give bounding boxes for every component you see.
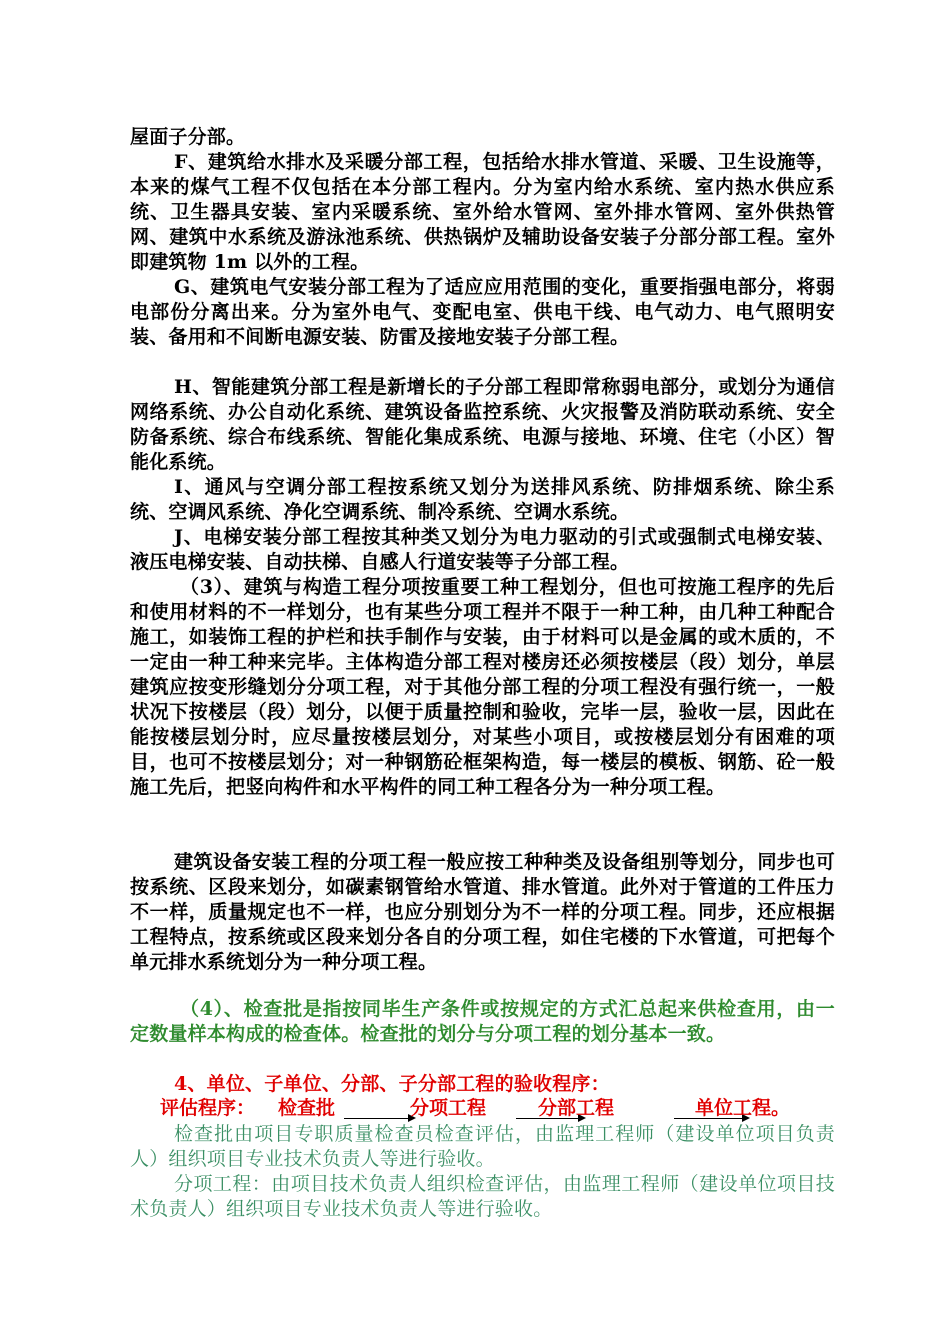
paragraph-4-inspection-batch: （4）、检查批是指按同毕生产条件或按规定的方式汇总起来供检查用，由一定数量样本构成的检查体。检查批的划分与分项工程的划分基本一致。 — [130, 998, 835, 1045]
flow-arrow-line — [344, 1118, 408, 1119]
flow-prefix: 评估程序： — [160, 1097, 256, 1119]
paragraph-roof-subsection: 屋面子分部。 — [130, 126, 246, 148]
flow-step-unit-project: 单位工程。 — [695, 1097, 791, 1119]
flow-step-item-project: 分项工程 — [410, 1097, 487, 1119]
paragraph-f-water-heating: F、建筑给水排水及采暖分部工程，包括给水排水管道、采暖、卫生设施等，本来的煤气工程不仅包括在本分部工程内。分为室内给水系统、室内热水供应系统、卫生器具安装、室内采暖系统、室外给水管网、室外排水管网、室外供热管网、建筑中水系统及游泳池系统、供热锅炉及辅助设备安装子分部分部工程。室外即建筑物 1m 以外的工程。 — [130, 151, 835, 273]
paragraph-h-intelligent-building: H、智能建筑分部工程是新增长的子分部工程即常称弱电部分，或划分为通信网络系统、办公自动化系统、建筑设备监控系统、火灾报警及消防联动系统、安全防备系统、综合布线系统、智能化集成系统、电源与接地、环境、住宅（小区）智能化系统。 — [130, 376, 835, 473]
paragraph-batch-evaluation: 检查批由项目专职质量检查员检查评估，由监理工程师（建设单位项目负责人）组织项目专业技术负责人等进行验收。 — [130, 1123, 835, 1170]
evaluation-flow — [160, 1094, 840, 1124]
flow-step-inspection-batch: 检查批 — [278, 1097, 336, 1119]
paragraph-3-construction-items: （3）、建筑与构造工程分项按重要工种工程划分，但也可按施工程序的先后和使用材料的不一样划分，也有某些分项工程并不限于一种工种，由几种工种配合施工，如装饰工程的护栏和扶手制作与安装，由于材料可以是金属的或木质的，不一定由一种工种来完毕。主体构造分部工程对楼房还必须按楼层（段）划分，单层建筑应按变形缝划分分项工程，对于其他分部工程的分项工程没有强行统一，一般状况下按楼层（段）划分，以便于质量控制和验收，完毕一层，验收一层，因此在能按楼层划分时，应尽量按楼层划分，对某些小项目，或按楼层划分有困难的项目，也可不按楼层划分；对一种钢筋砼框架构造，每一楼层的模板、钢筋、砼一般施工先后，把竖向构件和水平构件的同工种工程各分为一种分项工程。 — [130, 576, 835, 798]
paragraph-j-elevator: J、电梯安装分部工程按其种类又划分为电力驱动的引式或强制式电梯安装、液压电梯安装、自动扶梯、自感人行道安装等子分部工程。 — [130, 526, 835, 573]
heading-acceptance-procedure: 4、单位、子单位、分部、子分部工程的验收程序： — [174, 1073, 610, 1095]
paragraph-i-ventilation: I、通风与空调分部工程按系统又划分为送排风系统、防排烟系统、除尘系统、空调风系统、净化空调系统、制冷系统、空调水系统。 — [130, 476, 835, 523]
flow-step-division-project: 分部工程 — [538, 1097, 615, 1119]
paragraph-equipment-installation: 建筑设备安装工程的分项工程一般应按工种种类及设备组别等划分，同步也可按系统、区段来划分，如碳素钢管给水管道、排水管道。此外对于管道的工件压力不一样，质量规定也不一样，也应分别划分为不一样的分项工程。同步，还应根据工程特点，按系统或区段来划分各自的分项工程，如住宅楼的下水管道，可把每个单元排水系统划分为一种分项工程。 — [130, 851, 835, 973]
paragraph-g-electrical: G、建筑电气安装分部工程为了适应应用范围的变化，重要指强电部分，将弱电部份分离出来。分为室外电气、变配电室、供电干线、电气动力、电气照明安装、备用和不间断电源安装、防雷及接地安装子分部工程。 — [130, 276, 835, 348]
paragraph-item-evaluation: 分项工程：由项目技术负责人组织检查评估，由监理工程师（建设单位项目技术负责人）组织项目专业技术负责人等进行验收。 — [130, 1173, 835, 1220]
